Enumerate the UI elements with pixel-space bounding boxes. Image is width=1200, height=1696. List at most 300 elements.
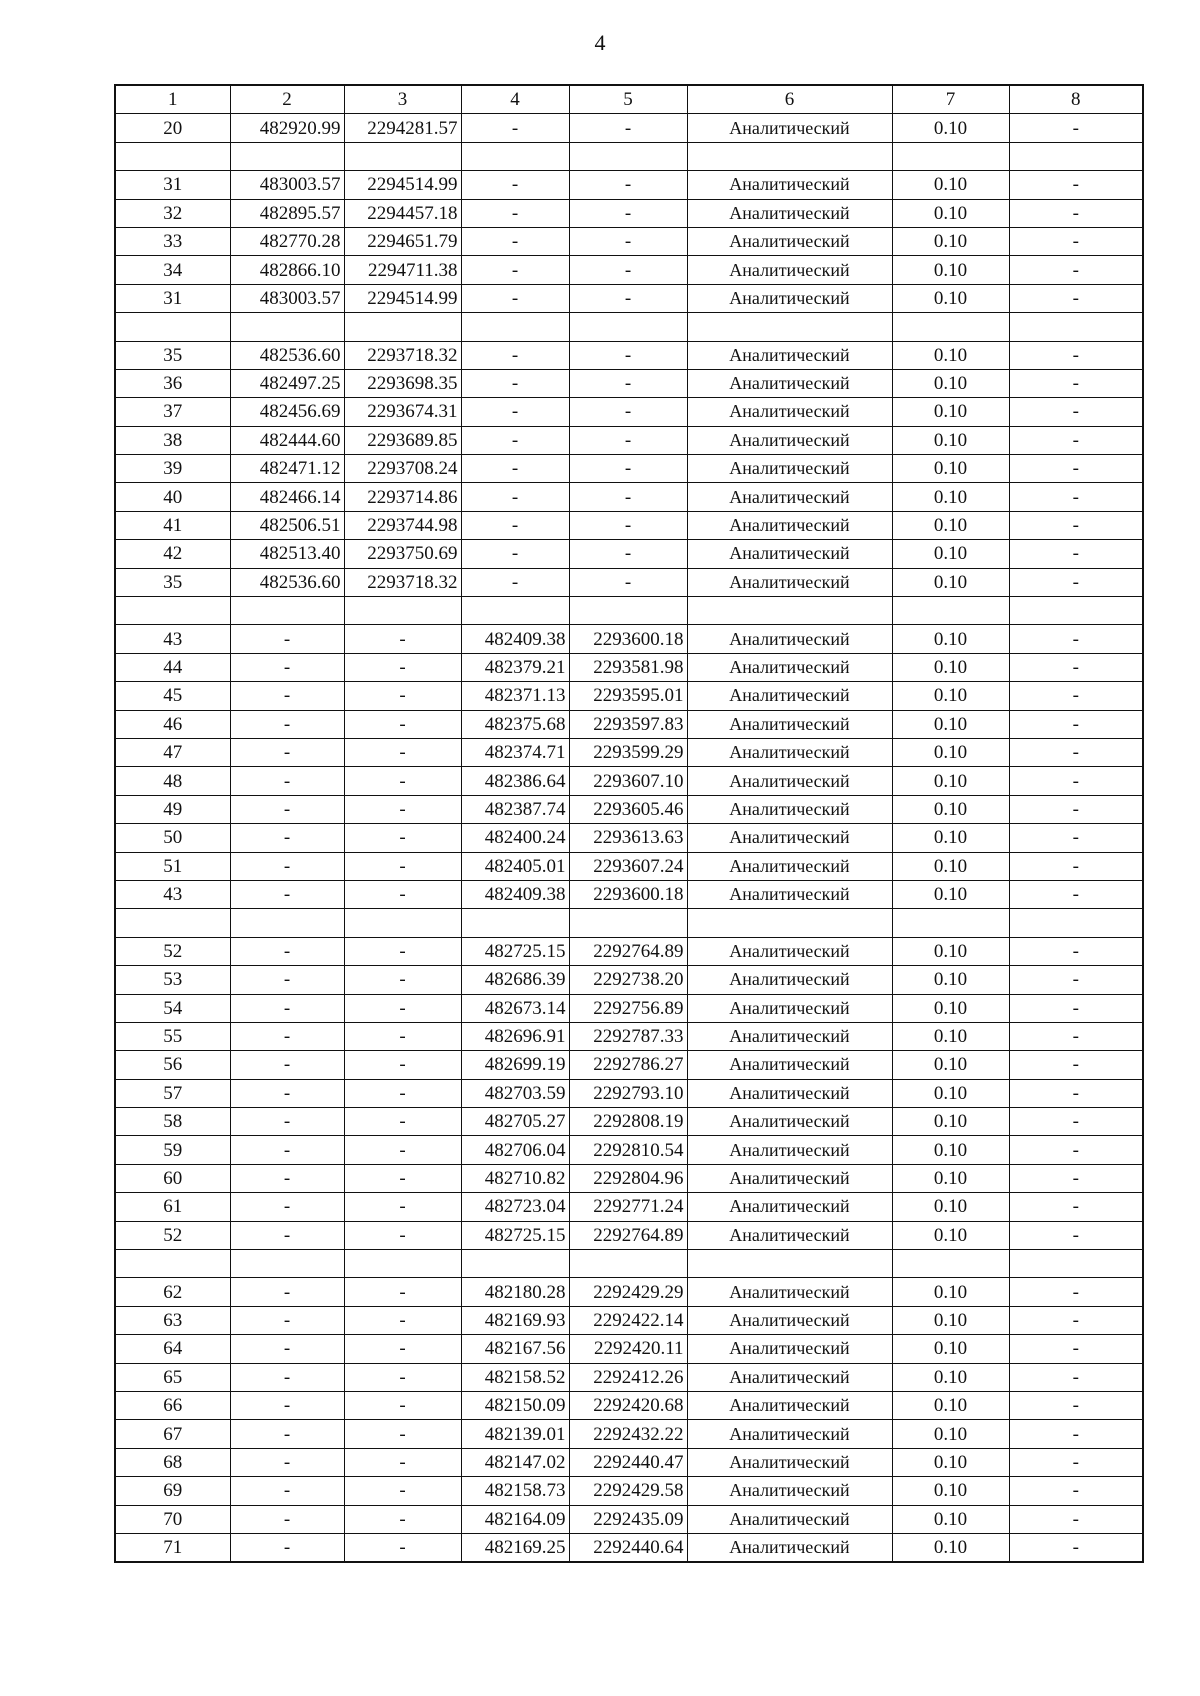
cell-method: Аналитический <box>687 795 892 823</box>
cell-x-coordinate-alt: - <box>461 114 569 142</box>
cell-y-coordinate-alt: 2292422.14 <box>569 1306 687 1334</box>
cell-method <box>687 909 892 937</box>
cell-y-coordinate-alt: 2293605.46 <box>569 795 687 823</box>
cell-accuracy: 0.10 <box>892 1051 1009 1079</box>
table-row <box>115 1193 1143 1221</box>
cell-y-coordinate-alt: 2292771.24 <box>569 1193 687 1221</box>
cell-note: - <box>1009 1221 1143 1249</box>
cell-x-coordinate-alt: 482386.64 <box>461 767 569 795</box>
cell-method <box>687 142 892 170</box>
cell-note <box>1009 597 1143 625</box>
cell-point-number: 58 <box>115 1108 230 1136</box>
cell-y-coordinate: - <box>344 1363 461 1391</box>
cell-accuracy: 0.10 <box>892 341 1009 369</box>
cell-x-coordinate: 482770.28 <box>230 227 344 255</box>
cell-point-number: 66 <box>115 1391 230 1419</box>
table-row <box>115 1505 1143 1533</box>
cell-y-coordinate: - <box>344 1391 461 1419</box>
table-body <box>115 114 1143 1562</box>
cell-note: - <box>1009 966 1143 994</box>
table-row <box>115 1079 1143 1107</box>
cell-method: Аналитический <box>687 1108 892 1136</box>
cell-x-coordinate: 482497.25 <box>230 369 344 397</box>
cell-x-coordinate-alt: - <box>461 171 569 199</box>
cell-accuracy: 0.10 <box>892 795 1009 823</box>
table-row <box>115 313 1143 341</box>
cell-x-coordinate: 482471.12 <box>230 455 344 483</box>
cell-note: - <box>1009 1164 1143 1192</box>
cell-x-coordinate-alt <box>461 313 569 341</box>
cell-note: - <box>1009 455 1143 483</box>
cell-accuracy: 0.10 <box>892 852 1009 880</box>
cell-method: Аналитический <box>687 369 892 397</box>
cell-x-coordinate-alt: 482725.15 <box>461 937 569 965</box>
cell-note: - <box>1009 483 1143 511</box>
cell-x-coordinate: - <box>230 738 344 766</box>
cell-accuracy: 0.10 <box>892 1363 1009 1391</box>
cell-note: - <box>1009 1108 1143 1136</box>
cell-x-coordinate-alt: 482158.52 <box>461 1363 569 1391</box>
table-row <box>115 738 1143 766</box>
cell-point-number: 38 <box>115 426 230 454</box>
cell-point-number: 65 <box>115 1363 230 1391</box>
column-header-3: 3 <box>344 85 461 114</box>
cell-note: - <box>1009 1136 1143 1164</box>
cell-x-coordinate-alt: 482169.25 <box>461 1533 569 1562</box>
cell-method: Аналитический <box>687 1079 892 1107</box>
cell-x-coordinate-alt: - <box>461 341 569 369</box>
cell-y-coordinate-alt: - <box>569 483 687 511</box>
cell-point-number: 20 <box>115 114 230 142</box>
cell-method: Аналитический <box>687 1448 892 1476</box>
cell-method: Аналитический <box>687 1278 892 1306</box>
cell-x-coordinate-alt: 482150.09 <box>461 1391 569 1419</box>
cell-point-number: 68 <box>115 1448 230 1476</box>
cell-y-coordinate: - <box>344 1420 461 1448</box>
cell-y-coordinate-alt <box>569 313 687 341</box>
cell-y-coordinate: - <box>344 1221 461 1249</box>
cell-method: Аналитический <box>687 880 892 908</box>
cell-x-coordinate-alt: - <box>461 511 569 539</box>
cell-note: - <box>1009 1448 1143 1476</box>
cell-y-coordinate: - <box>344 1193 461 1221</box>
cell-method: Аналитический <box>687 1363 892 1391</box>
table-row <box>115 1477 1143 1505</box>
cell-x-coordinate: - <box>230 653 344 681</box>
cell-y-coordinate-alt: - <box>569 227 687 255</box>
column-header-5: 5 <box>569 85 687 114</box>
cell-point-number: 61 <box>115 1193 230 1221</box>
cell-y-coordinate: 2293750.69 <box>344 540 461 568</box>
cell-point-number: 49 <box>115 795 230 823</box>
cell-point-number <box>115 909 230 937</box>
cell-x-coordinate: 482513.40 <box>230 540 344 568</box>
cell-accuracy: 0.10 <box>892 1022 1009 1050</box>
table-row <box>115 824 1143 852</box>
cell-point-number: 53 <box>115 966 230 994</box>
cell-y-coordinate <box>344 1250 461 1278</box>
cell-note: - <box>1009 1533 1143 1562</box>
cell-note: - <box>1009 256 1143 284</box>
cell-y-coordinate-alt: - <box>569 511 687 539</box>
cell-y-coordinate: - <box>344 937 461 965</box>
cell-accuracy: 0.10 <box>892 682 1009 710</box>
cell-point-number <box>115 1250 230 1278</box>
cell-note: - <box>1009 1193 1143 1221</box>
cell-method: Аналитический <box>687 568 892 596</box>
cell-x-coordinate-alt: - <box>461 483 569 511</box>
cell-note: - <box>1009 114 1143 142</box>
cell-point-number: 33 <box>115 227 230 255</box>
cell-y-coordinate: 2293698.35 <box>344 369 461 397</box>
cell-y-coordinate-alt: 2292786.27 <box>569 1051 687 1079</box>
cell-x-coordinate-alt: 482379.21 <box>461 653 569 681</box>
cell-y-coordinate-alt <box>569 142 687 170</box>
cell-y-coordinate: - <box>344 852 461 880</box>
cell-method: Аналитический <box>687 966 892 994</box>
column-header-7: 7 <box>892 85 1009 114</box>
cell-x-coordinate: 482866.10 <box>230 256 344 284</box>
cell-y-coordinate: - <box>344 1533 461 1562</box>
table-row <box>115 1391 1143 1419</box>
table-row <box>115 1164 1143 1192</box>
cell-y-coordinate-alt: - <box>569 341 687 369</box>
coordinates-table <box>114 84 1144 1563</box>
cell-x-coordinate-alt: 482723.04 <box>461 1193 569 1221</box>
cell-y-coordinate-alt: 2292793.10 <box>569 1079 687 1107</box>
cell-y-coordinate-alt: 2293600.18 <box>569 880 687 908</box>
table-row <box>115 483 1143 511</box>
cell-x-coordinate: - <box>230 1306 344 1334</box>
cell-x-coordinate-alt: 482139.01 <box>461 1420 569 1448</box>
table-row <box>115 142 1143 170</box>
cell-x-coordinate: - <box>230 1477 344 1505</box>
cell-method: Аналитический <box>687 824 892 852</box>
table-row <box>115 227 1143 255</box>
table-row <box>115 511 1143 539</box>
cell-method: Аналитический <box>687 994 892 1022</box>
cell-note: - <box>1009 1335 1143 1363</box>
cell-y-coordinate-alt: - <box>569 114 687 142</box>
cell-y-coordinate-alt: - <box>569 426 687 454</box>
table-row <box>115 994 1143 1022</box>
cell-point-number: 57 <box>115 1079 230 1107</box>
cell-x-coordinate-alt <box>461 142 569 170</box>
cell-note: - <box>1009 568 1143 596</box>
cell-x-coordinate-alt: 482705.27 <box>461 1108 569 1136</box>
table-row <box>115 284 1143 312</box>
cell-x-coordinate-alt: - <box>461 398 569 426</box>
cell-x-coordinate-alt: - <box>461 284 569 312</box>
cell-method: Аналитический <box>687 682 892 710</box>
cell-accuracy: 0.10 <box>892 455 1009 483</box>
cell-accuracy: 0.10 <box>892 653 1009 681</box>
cell-method: Аналитический <box>687 1221 892 1249</box>
cell-accuracy <box>892 142 1009 170</box>
table-row <box>115 568 1143 596</box>
cell-y-coordinate-alt: 2292435.09 <box>569 1505 687 1533</box>
cell-y-coordinate-alt: 2292440.64 <box>569 1533 687 1562</box>
cell-x-coordinate-alt: 482405.01 <box>461 852 569 880</box>
table-row <box>115 710 1143 738</box>
cell-accuracy: 0.10 <box>892 1505 1009 1533</box>
cell-y-coordinate-alt: - <box>569 284 687 312</box>
cell-x-coordinate-alt: 482167.56 <box>461 1335 569 1363</box>
cell-y-coordinate-alt: 2293599.29 <box>569 738 687 766</box>
cell-x-coordinate-alt: 482686.39 <box>461 966 569 994</box>
cell-y-coordinate: - <box>344 1051 461 1079</box>
cell-accuracy: 0.10 <box>892 1533 1009 1562</box>
cell-point-number: 45 <box>115 682 230 710</box>
cell-method: Аналитический <box>687 1533 892 1562</box>
cell-note: - <box>1009 341 1143 369</box>
table-row <box>115 1250 1143 1278</box>
cell-method: Аналитический <box>687 1335 892 1363</box>
cell-note: - <box>1009 227 1143 255</box>
cell-x-coordinate-alt: 482164.09 <box>461 1505 569 1533</box>
cell-y-coordinate: - <box>344 738 461 766</box>
table-row <box>115 1363 1143 1391</box>
cell-method: Аналитический <box>687 852 892 880</box>
cell-y-coordinate-alt: - <box>569 398 687 426</box>
cell-point-number: 40 <box>115 483 230 511</box>
cell-point-number: 52 <box>115 937 230 965</box>
cell-note: - <box>1009 1391 1143 1419</box>
cell-x-coordinate-alt: 482158.73 <box>461 1477 569 1505</box>
cell-method: Аналитический <box>687 1136 892 1164</box>
cell-accuracy: 0.10 <box>892 937 1009 965</box>
header-row <box>115 85 1143 114</box>
cell-y-coordinate-alt: 2292412.26 <box>569 1363 687 1391</box>
cell-note: - <box>1009 880 1143 908</box>
cell-point-number: 59 <box>115 1136 230 1164</box>
table-row <box>115 398 1143 426</box>
cell-y-coordinate: - <box>344 710 461 738</box>
cell-y-coordinate-alt: 2293595.01 <box>569 682 687 710</box>
cell-y-coordinate-alt: 2293613.63 <box>569 824 687 852</box>
cell-point-number: 37 <box>115 398 230 426</box>
cell-accuracy: 0.10 <box>892 256 1009 284</box>
cell-method: Аналитический <box>687 1391 892 1419</box>
cell-x-coordinate: 482536.60 <box>230 341 344 369</box>
cell-method: Аналитический <box>687 540 892 568</box>
cell-y-coordinate: 2294514.99 <box>344 284 461 312</box>
column-header-4: 4 <box>461 85 569 114</box>
cell-accuracy: 0.10 <box>892 1306 1009 1334</box>
cell-y-coordinate: - <box>344 1306 461 1334</box>
cell-y-coordinate-alt: 2292804.96 <box>569 1164 687 1192</box>
cell-x-coordinate-alt: 482673.14 <box>461 994 569 1022</box>
cell-accuracy: 0.10 <box>892 767 1009 795</box>
cell-point-number: 44 <box>115 653 230 681</box>
cell-point-number <box>115 142 230 170</box>
cell-x-coordinate: - <box>230 852 344 880</box>
cell-x-coordinate-alt <box>461 1250 569 1278</box>
cell-y-coordinate: 2293689.85 <box>344 426 461 454</box>
cell-x-coordinate: - <box>230 710 344 738</box>
cell-point-number: 60 <box>115 1164 230 1192</box>
cell-y-coordinate-alt: 2292440.47 <box>569 1448 687 1476</box>
cell-x-coordinate: 482895.57 <box>230 199 344 227</box>
table-row <box>115 199 1143 227</box>
cell-y-coordinate <box>344 909 461 937</box>
table-row <box>115 1221 1143 1249</box>
cell-x-coordinate: 482466.14 <box>230 483 344 511</box>
cell-x-coordinate <box>230 313 344 341</box>
cell-method: Аналитический <box>687 937 892 965</box>
table-row <box>115 1306 1143 1334</box>
cell-method: Аналитический <box>687 227 892 255</box>
cell-accuracy <box>892 909 1009 937</box>
cell-y-coordinate-alt: 2292787.33 <box>569 1022 687 1050</box>
cell-x-coordinate: - <box>230 937 344 965</box>
cell-point-number: 47 <box>115 738 230 766</box>
cell-method <box>687 1250 892 1278</box>
cell-y-coordinate: 2293718.32 <box>344 341 461 369</box>
cell-x-coordinate: - <box>230 824 344 852</box>
cell-note: - <box>1009 738 1143 766</box>
cell-note: - <box>1009 937 1143 965</box>
cell-accuracy: 0.10 <box>892 1079 1009 1107</box>
cell-x-coordinate: - <box>230 880 344 908</box>
cell-x-coordinate: 482506.51 <box>230 511 344 539</box>
cell-x-coordinate-alt: - <box>461 256 569 284</box>
cell-y-coordinate: 2294514.99 <box>344 171 461 199</box>
cell-accuracy: 0.10 <box>892 568 1009 596</box>
cell-note: - <box>1009 1051 1143 1079</box>
cell-accuracy: 0.10 <box>892 1278 1009 1306</box>
cell-point-number: 31 <box>115 171 230 199</box>
table-row <box>115 937 1143 965</box>
cell-note: - <box>1009 994 1143 1022</box>
cell-point-number: 50 <box>115 824 230 852</box>
cell-note: - <box>1009 1363 1143 1391</box>
cell-note: - <box>1009 795 1143 823</box>
table-row <box>115 852 1143 880</box>
cell-y-coordinate: - <box>344 994 461 1022</box>
cell-y-coordinate-alt: 2292432.22 <box>569 1420 687 1448</box>
cell-note: - <box>1009 710 1143 738</box>
cell-accuracy: 0.10 <box>892 227 1009 255</box>
column-header-1: 1 <box>115 85 230 114</box>
cell-note: - <box>1009 398 1143 426</box>
column-header-8: 8 <box>1009 85 1143 114</box>
cell-x-coordinate: - <box>230 1533 344 1562</box>
cell-x-coordinate: 483003.57 <box>230 284 344 312</box>
cell-note: - <box>1009 171 1143 199</box>
cell-point-number: 51 <box>115 852 230 880</box>
cell-x-coordinate: - <box>230 994 344 1022</box>
cell-x-coordinate: - <box>230 625 344 653</box>
cell-x-coordinate-alt <box>461 597 569 625</box>
cell-y-coordinate: - <box>344 767 461 795</box>
cell-y-coordinate-alt <box>569 597 687 625</box>
cell-point-number: 69 <box>115 1477 230 1505</box>
cell-y-coordinate-alt: - <box>569 540 687 568</box>
cell-accuracy: 0.10 <box>892 483 1009 511</box>
cell-x-coordinate: - <box>230 1363 344 1391</box>
cell-y-coordinate-alt: 2292808.19 <box>569 1108 687 1136</box>
cell-y-coordinate-alt: 2292764.89 <box>569 1221 687 1249</box>
cell-method: Аналитический <box>687 1420 892 1448</box>
cell-x-coordinate-alt: - <box>461 455 569 483</box>
cell-y-coordinate-alt: 2292764.89 <box>569 937 687 965</box>
cell-y-coordinate: 2293714.86 <box>344 483 461 511</box>
cell-y-coordinate: 2294457.18 <box>344 199 461 227</box>
cell-accuracy: 0.10 <box>892 966 1009 994</box>
cell-y-coordinate-alt: - <box>569 568 687 596</box>
cell-x-coordinate: - <box>230 1051 344 1079</box>
cell-x-coordinate-alt: 482703.59 <box>461 1079 569 1107</box>
cell-x-coordinate: - <box>230 1278 344 1306</box>
cell-x-coordinate-alt: 482169.93 <box>461 1306 569 1334</box>
cell-y-coordinate: - <box>344 1079 461 1107</box>
cell-x-coordinate-alt: - <box>461 568 569 596</box>
cell-y-coordinate <box>344 142 461 170</box>
cell-note: - <box>1009 540 1143 568</box>
cell-note: - <box>1009 682 1143 710</box>
table-row <box>115 1335 1143 1363</box>
cell-method: Аналитический <box>687 341 892 369</box>
cell-y-coordinate-alt: 2292756.89 <box>569 994 687 1022</box>
cell-method <box>687 597 892 625</box>
cell-accuracy: 0.10 <box>892 199 1009 227</box>
cell-x-coordinate-alt: 482710.82 <box>461 1164 569 1192</box>
cell-x-coordinate-alt: 482375.68 <box>461 710 569 738</box>
cell-y-coordinate-alt: - <box>569 199 687 227</box>
cell-x-coordinate-alt: 482699.19 <box>461 1051 569 1079</box>
cell-x-coordinate-alt: 482706.04 <box>461 1136 569 1164</box>
cell-note: - <box>1009 653 1143 681</box>
table-row <box>115 341 1143 369</box>
cell-y-coordinate: - <box>344 1477 461 1505</box>
cell-y-coordinate-alt: 2292429.29 <box>569 1278 687 1306</box>
cell-y-coordinate: - <box>344 1505 461 1533</box>
cell-method: Аналитический <box>687 511 892 539</box>
cell-x-coordinate-alt: 482696.91 <box>461 1022 569 1050</box>
cell-x-coordinate: - <box>230 1505 344 1533</box>
cell-y-coordinate-alt <box>569 1250 687 1278</box>
table-row <box>115 597 1143 625</box>
cell-x-coordinate: 482536.60 <box>230 568 344 596</box>
table-row <box>115 256 1143 284</box>
cell-x-coordinate-alt: 482387.74 <box>461 795 569 823</box>
cell-y-coordinate: 2294711.38 <box>344 256 461 284</box>
cell-accuracy: 0.10 <box>892 511 1009 539</box>
cell-point-number: 36 <box>115 369 230 397</box>
cell-method: Аналитический <box>687 114 892 142</box>
cell-y-coordinate-alt: 2293607.10 <box>569 767 687 795</box>
table-row <box>115 171 1143 199</box>
cell-y-coordinate: - <box>344 880 461 908</box>
cell-method: Аналитический <box>687 738 892 766</box>
cell-method: Аналитический <box>687 1477 892 1505</box>
table-row <box>115 625 1143 653</box>
cell-x-coordinate: - <box>230 767 344 795</box>
cell-y-coordinate: - <box>344 1335 461 1363</box>
cell-y-coordinate-alt <box>569 909 687 937</box>
cell-method: Аналитический <box>687 483 892 511</box>
cell-y-coordinate-alt: 2293607.24 <box>569 852 687 880</box>
cell-point-number <box>115 313 230 341</box>
cell-y-coordinate: - <box>344 625 461 653</box>
cell-note: - <box>1009 767 1143 795</box>
cell-y-coordinate: 2293718.32 <box>344 568 461 596</box>
cell-x-coordinate-alt <box>461 909 569 937</box>
cell-x-coordinate-alt: 482180.28 <box>461 1278 569 1306</box>
table-row <box>115 426 1143 454</box>
column-header-2: 2 <box>230 85 344 114</box>
